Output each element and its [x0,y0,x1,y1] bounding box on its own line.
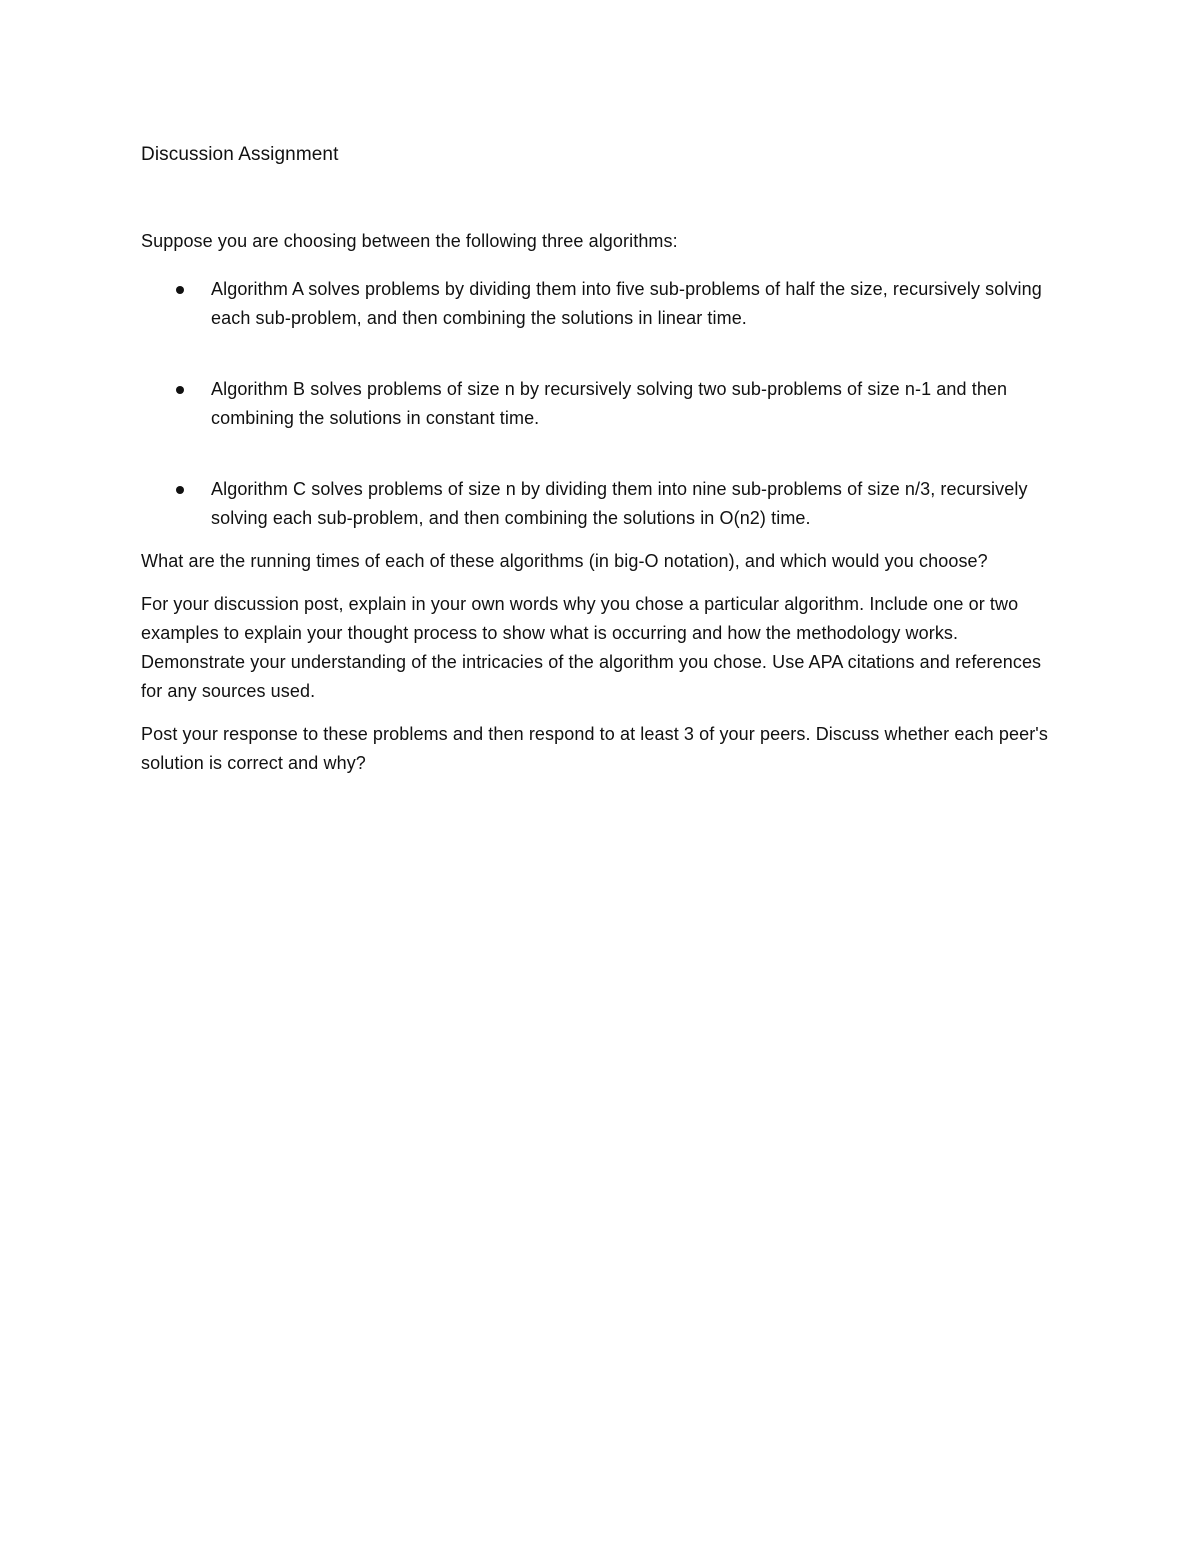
closing-paragraph: Post your response to these problems and then respond to at least 3 of your peers. Discuss whether each peer's solution is correct and why? [141,724,1048,773]
bullet-icon [176,286,184,294]
intro-paragraph: Suppose you are choosing between the following three algorithms: [141,231,678,251]
algorithm-list [141,275,1061,533]
bullet-icon [176,486,184,494]
list-item-text: Algorithm C solves problems of size n by dividing them into nine sub-problems of size n/3, recursively solving each sub-problem, and then combining the solutions in O(n2) time. [211,479,1028,528]
document-content [141,140,1061,792]
instructions-paragraph: For your discussion post, explain in your own words why you chose a particular algorithm. Include one or two examples to explain your thought process to show what is occurring and how the methodology works. Demonstrate your understanding of the intricacies of the algorithm you chose. Use APA citations and references for any sources used. [141,594,1042,701]
list-item-algorithm-b [141,375,1061,433]
document-title: Discussion Assignment [141,144,339,165]
list-item-text: Algorithm A solves problems by dividing them into five sub-problems of half the size, recursively solving each sub-problem, and then combining the solutions in linear time. [211,279,1042,328]
bullet-icon [176,386,184,394]
list-item-algorithm-a [141,275,1061,333]
list-item-algorithm-c [141,475,1061,533]
list-item-text: Algorithm B solves problems of size n by recursively solving two sub-problems of size n-1 and then combining the solutions in constant time. [211,379,1008,428]
question-paragraph: What are the running times of each of these algorithms (in big-O notation), and which would you choose? [141,551,988,571]
